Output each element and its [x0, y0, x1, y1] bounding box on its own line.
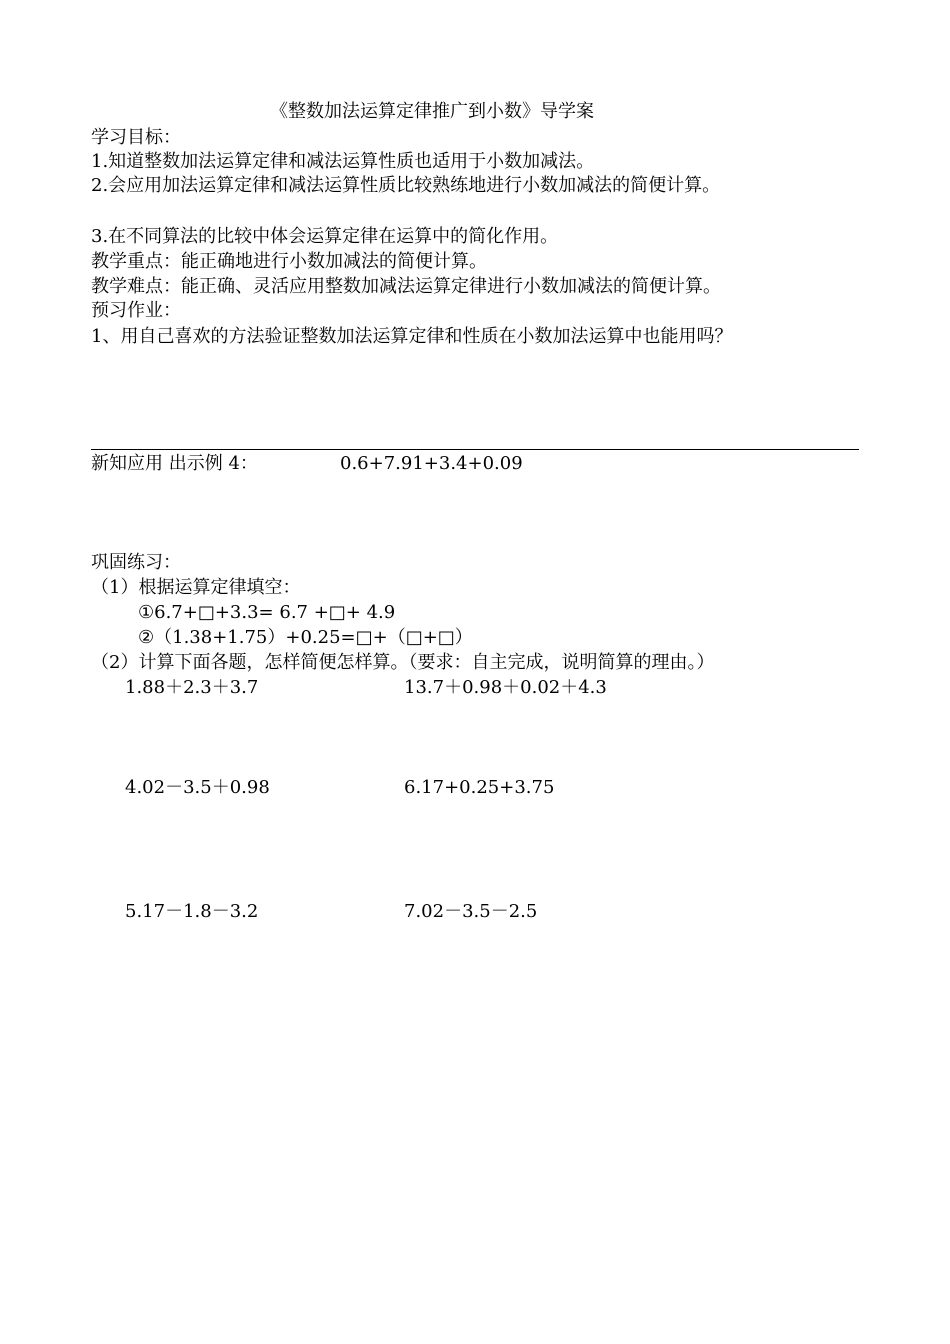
calc-problem-6: 7.02－3.5－2.5	[404, 901, 538, 922]
practice-heading: 巩固练习：	[91, 552, 181, 573]
objective-item-1: 1.知道整数加法运算定律和减法运算性质也适用于小数加减法。	[91, 151, 595, 172]
key-point: 教学重点：能正确地进行小数加减法的简便计算。	[91, 251, 487, 272]
objective-item-2: 2.会应用加法运算定律和减法运算性质比较熟练地进行小数加减法的简便计算。	[91, 175, 721, 196]
new-knowledge-label: 新知应用 出示例 4：	[91, 453, 258, 474]
page-title: 《整数加法运算定律推广到小数》导学案	[270, 101, 594, 122]
calc-problem-4: 6.17+0.25+3.75	[404, 777, 555, 798]
practice-part1-title: （1）根据运算定律填空：	[91, 577, 301, 598]
fill-blank-item-2: ②（1.38+1.75）+0.25=□+（□+□）	[138, 627, 473, 648]
calc-problem-1: 1.88＋2.3＋3.7	[125, 677, 259, 698]
preview-heading: 预习作业：	[91, 300, 181, 321]
calc-problem-5: 5.17－1.8－3.2	[125, 901, 259, 922]
preview-question-1: 1、用自己喜欢的方法验证整数加法运算定律和性质在小数加法运算中也能用吗？	[91, 326, 733, 347]
objectives-heading: 学习目标：	[91, 127, 181, 148]
objective-item-3: 3.在不同算法的比较中体会运算定律在运算中的简化作用。	[91, 226, 559, 247]
example-4-expression: 0.6+7.91+3.4+0.09	[340, 453, 523, 474]
fill-blank-item-1: ①6.7+□+3.3= 6.7 +□+ 4.9	[138, 602, 396, 623]
answer-divider-line	[91, 449, 859, 450]
practice-part2-title: （2）计算下面各题，怎样简便怎样算。（要求：自主完成，说明简算的理由。）	[91, 652, 715, 673]
calc-problem-2: 13.7＋0.98＋0.02＋4.3	[404, 677, 607, 698]
calc-problem-3: 4.02－3.5＋0.98	[125, 777, 270, 798]
difficulty: 教学难点：能正确、灵活应用整数加减法运算定律进行小数加减法的简便计算。	[91, 276, 721, 297]
